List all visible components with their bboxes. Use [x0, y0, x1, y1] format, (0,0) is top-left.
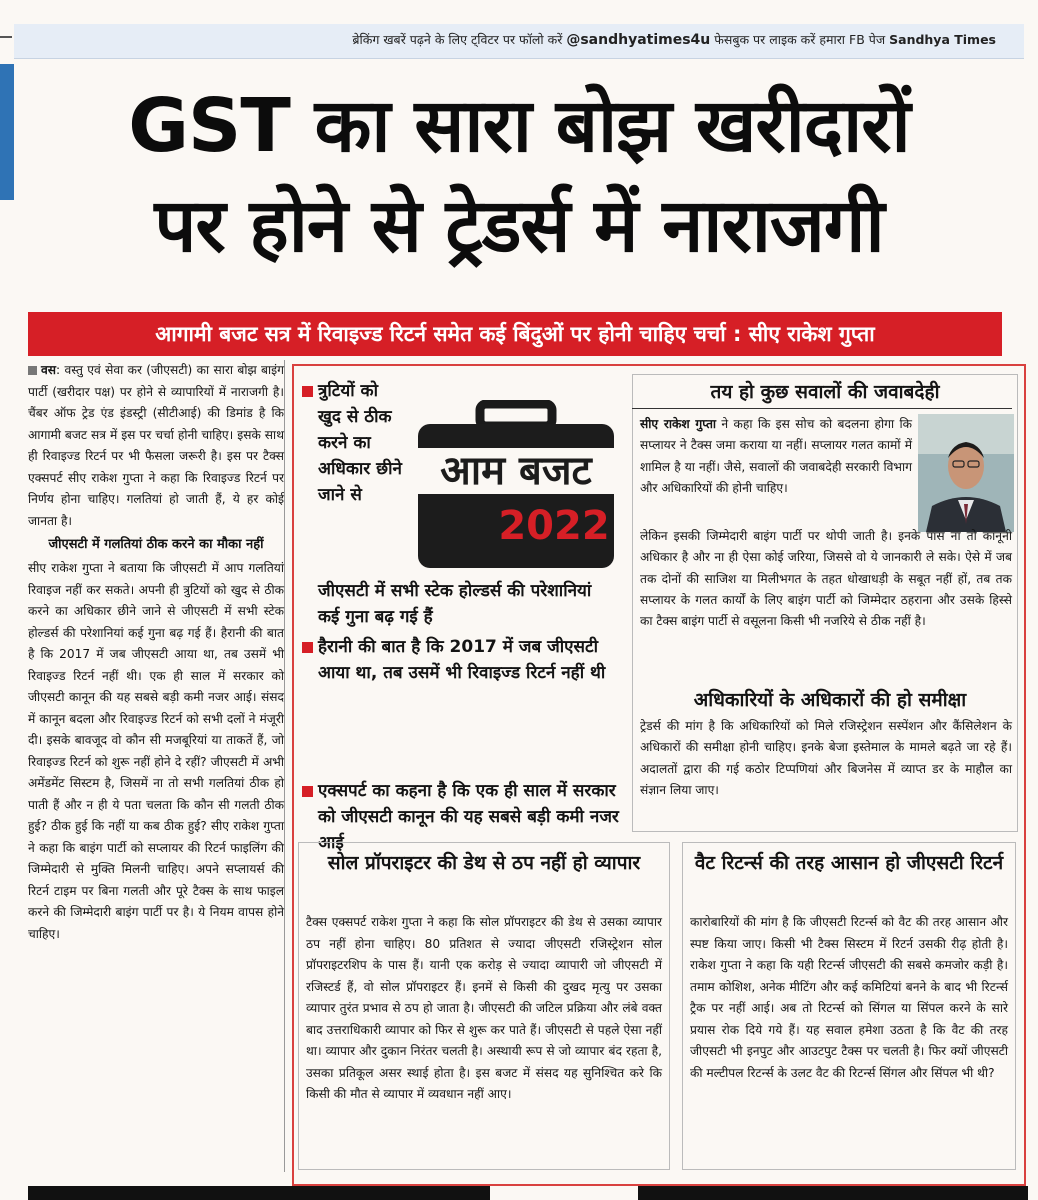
ribbon-text-facebook: फेसबुक पर लाइक करें हमारा FB पेज	[714, 32, 886, 47]
left-column-story	[28, 360, 285, 1172]
next-headline-fragment-left	[28, 1186, 490, 1200]
review-text: ट्रेडर्स की मांग है कि अधिकारियों को मिले रजिस्ट्रेशन सस्पेंशन और कैंसिलेशन के अधिकारों की समीक्षा होनी चाहिए। इनके बेजा इस्तेमाल के मामले बढ़ते जा रहे हैं। अदालतों द्वारा की गई कठोर टिप्पणियां और बिजनेस में व्याप्त डर के माहौल का संज्ञान लिया जाए।	[640, 719, 1012, 797]
left-subhead: जीएसटी में गलतियां ठीक करने का मौका नहीं	[48, 537, 264, 552]
accountability-para-1: ने कहा कि इस सोच को बदलना होगा कि सप्लायर ने टैक्स जमा कराया या नहीं। सप्लायर गलत कामों में शामिल है या नहीं। जैसे, सवालों की जवाबदेही सरकारी विभाग और अधिकारियों की होनी चाहिए।	[640, 417, 912, 495]
budget-year: 2022	[498, 503, 610, 549]
bullet-square-icon	[302, 386, 313, 397]
bullet-square-icon	[302, 786, 313, 797]
author-photo	[918, 414, 1014, 532]
sole-proprietor-title: सोल प्रॉपराइटर की डेथ से ठप नहीं हो व्यापार	[327, 852, 641, 874]
accountability-title: तय हो कुछ सवालों की जवाबदेही	[710, 381, 940, 403]
sole-proprietor-body	[306, 912, 662, 1106]
budget-label: आम बजट	[414, 448, 618, 494]
dateline: वस	[41, 363, 57, 377]
subheadline-strap: आगामी बजट सत्र में रिवाइज्ड रिटर्न समेत कई बिंदुओं पर होनी चाहिए चर्चा : सीए राकेश गुप्ता	[28, 312, 1002, 356]
next-story-cutoff	[28, 1186, 1028, 1200]
bullet-square-icon	[302, 642, 313, 653]
bullet-3-text: एक्सपर्ट का कहना है कि एक ही साल में सरकार को जीएसटी कानून की यह सबसे बड़ी कमी नजर आई	[318, 781, 619, 853]
bullet-2	[302, 634, 628, 686]
intro-text: : वस्तु एवं सेवा कर (जीएसटी) का सारा बोझ बाइंग पार्टी (खरीदार पक्ष) पर होने से व्यापारियों में नाराजगी है। चैंबर ऑफ ट्रेड एंड इंडस्ट्री (सीटीआई) की डिमांड है कि आगामी बजट सत्र में इस पर चर्चा होनी चाहिए। इसके साथ ही रिवाइज्ड रिटर्न पर भी फैसला जरूरी है। इस पर टैक्स एक्सपर्ट सीए राकेश गुप्ता ने कहा कि रिवाइज्ड रिटर्न पर निर्णय होना चाहिए। गलतियां हो जाती हैं, ये हर कोई जानता है।	[28, 363, 284, 528]
next-headline-fragment-right	[638, 1186, 1028, 1200]
vat-returns-text: कारोबारियों की मांग है कि जीएसटी रिटर्न्स को वैट की तरह आसान और स्पष्ट किया जाए। किसी भी टैक्स सिस्टम में रिटर्न उसकी रीढ़ होती है। राकेश गुप्ता ने कहा कि यही रिटर्न्स जीएसटी की सबसे कमजोर कड़ी है। तमाम कोशिश, अनेक मीटिंग और कई कमिटियां बनने के बाद भी रिटर्न्स ट्रैक पर नहीं आई। अब तो रिटर्न्स को सिंगल या सिंपल करने के सारे प्रयास रोक दिये गये हैं। यह सवाल हमेशा उठता है कि वैट की तरह जीएसटी भी इनपुट और आउटपुट टैक्स पर चलती है। फिर क्यों जीएसटी की मल्टीपल रिटर्न्स के उलट वैट की रिटर्न्स सिंगल और सिंपल भी थी?	[690, 915, 1008, 1080]
bullet-1-text-a: त्रुटियों को खुद से ठीक करने का अधिकार छीने जाने से	[318, 381, 402, 505]
accountability-body	[640, 526, 1012, 632]
bullet-1	[302, 378, 402, 508]
bullet-square-icon	[28, 366, 37, 375]
review-body	[640, 716, 1012, 801]
vat-returns-body	[690, 912, 1008, 1084]
margin-tick	[0, 36, 12, 38]
promo-ribbon	[14, 24, 1024, 59]
bullet-2-text: हैरानी की बात है कि 2017 में जब जीएसटी आया था, तब उसमें भी रिवाइज्ड रिटर्न नहीं थी	[318, 637, 606, 683]
sole-proprietor-text: टैक्स एक्सपर्ट राकेश गुप्ता ने कहा कि सोल प्रॉपराइटर की डेथ से उसका व्यापार ठप नहीं होना चाहिए। 80 प्रतिशत से ज्यादा जीएसटी रजिस्ट्रेशन सोल प्रॉपराइटरशिप के पास हैं। यानी एक करोड़ से ज्यादा व्यापारी जो जीएसटी में रजिस्टर्ड हैं, वो सोल प्रॉपराइटर हैं। इनमें से किसी की दुखद मृत्यु पर उसका व्यापार तुरंत प्रभाव से ठप हो जाता है। जीएसटी की जटिल प्रक्रिया और लंबे वक्त बाद उत्तराधिकारी व्यापार को फिर से शुरू कर पाते हैं। जीएसटी से पहले ऐसा नहीं था। व्यापार और दुकान निरंतर चलती है। अस्थायी रूप से जो व्यापार बंद रहता है, उसका प्रतिकूल असर स्थाई होता है। इस बजट में संसद यह सुनिश्चित करे कि किसी की मौत से व्यापार में व्यवधान नहीं आए।	[306, 915, 662, 1101]
twitter-handle[interactable]: @sandhyatimes4u	[566, 32, 711, 48]
title-divider	[632, 408, 1012, 409]
accountability-byline: सीए राकेश गुप्ता	[640, 417, 717, 431]
headline-line-1: GST का सारा बोझ खरीदारों	[128, 83, 910, 169]
headline-line-2: पर होने से ट्रेडर्स में नाराजगी	[154, 183, 884, 269]
ribbon-text-twitter: ब्रेकिंग खबरें पढ़ने के लिए ट्विटर पर फॉलो करें	[352, 32, 563, 47]
fb-page-name[interactable]: Sandhya Times	[889, 32, 996, 47]
bullet-1-text-b: जीएसटी में सभी स्टेक होल्डर्स की परेशानियां कई गुना बढ़ गई हैं	[318, 581, 592, 627]
accountability-para-2: लेकिन इसकी जिम्मेदारी बाइंग पार्टी पर थोपी जाती है। इनके पास ना तो कानूनी अधिकार है और ना ही ऐसा कोई जरिया, जिससे वो ये जानकारी ले सके। ऐसे में जब तक दोनों की साजिश या मिलीभगत के तहत धोखाधड़ी के सबूत नहीं हों, तब तक सप्लायर के गलत कार्यों के लिए बाइंग पार्टी को जिम्मेदार ठहराना और उसके हिस्से का टैक्स बाइंग पार्टी से वसूलना किसी भी नजरिये से ठीक नहीं है।	[640, 529, 1012, 629]
body-paragraph: सीए राकेश गुप्ता ने बताया कि जीएसटी में आप गलतियां रिवाइज नहीं कर सकते। अपनी ही त्रुटियों को खुद से ठीक करने का अधिकार छीने जाने से जीएसटी में सभी स्टेक होल्डर्स की परेशानियां कई गुना बढ़ गई हैं। हैरानी की बात है कि 2017 में जब जीएसटी आया था, तब उसमें भी रिवाइज्ड रिटर्न नहीं थी। एक ही साल में सरकार को जीएसटी कानून की यह सबसे बड़ी कमी नजर आई। संसद में कानून बदला और रिवाइज्ड रिटर्न को सभी दलों ने मंजूरी दी। इसके बावजूद वो कौन सी मजबूरियां या ताकतें हैं, जो रिवाइज्ड रिटर्न को शुरू नहीं होने दे रहीं? जीएसटी में अभी अमेंडमेंट सिस्टम है, जिसमें ना तो सभी गलतियां ठीक हो पाती हैं और न ही ये पता चलता कि कौन सी गलती ठीक हुई? ठीक हुई कि नहीं या कब ठीक हुई? सीए राकेश गुप्ता ने कहा कि बाइंग पार्टी को सप्लायर की रिटर्न फाइलिंग की जिम्मेदारी से मुक्ति मिलनी चाहिए। अपने सप्लायर्स की रिटर्न टाइम पर बिना गलती और पूरे टैक्स के साथ फाइल करने की जिम्मेदारी बाइंग पार्टी पर है। ये नियम वापस होने चाहिए।	[28, 561, 284, 941]
vat-returns-title: वैट रिटर्न्स की तरह आसान हो जीएसटी रिटर्न	[694, 852, 1004, 874]
intro-paragraph	[28, 360, 284, 532]
review-title: अधिकारियों के अधिकारों की हो समीक्षा	[693, 689, 967, 711]
accountability-intro	[640, 414, 912, 499]
